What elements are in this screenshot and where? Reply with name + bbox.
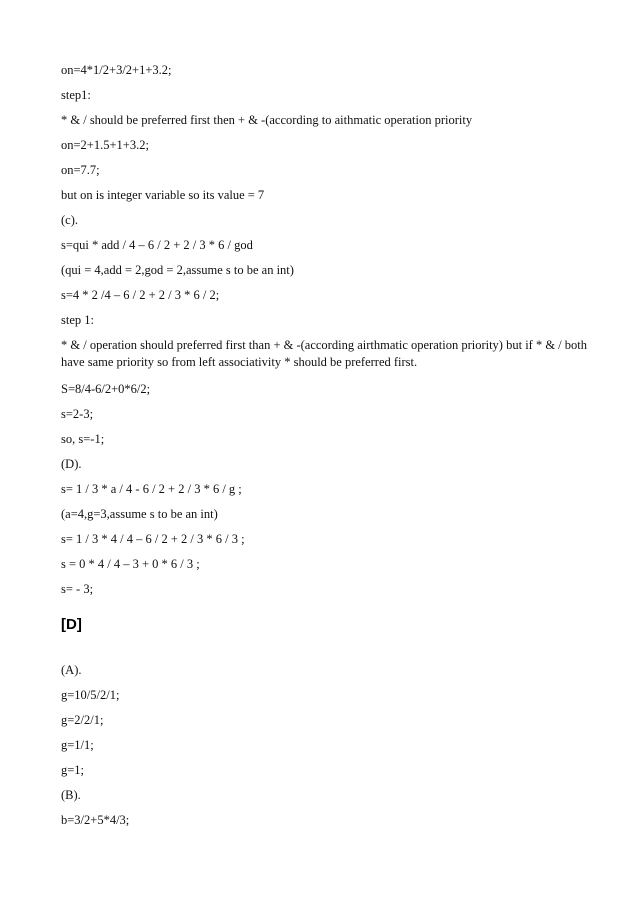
text-line: (A). bbox=[61, 663, 82, 677]
text-line: g=2/2/1; bbox=[61, 713, 104, 727]
text-line: s= 1 / 3 * 4 / 4 – 6 / 2 + 2 / 3 * 6 / 3 ; bbox=[61, 532, 245, 546]
text-line: s= 1 / 3 * a / 4 - 6 / 2 + 2 / 3 * 6 / g ; bbox=[61, 482, 242, 496]
text-line: step 1: bbox=[61, 313, 94, 327]
text-line: s = 0 * 4 / 4 – 3 + 0 * 6 / 3 ; bbox=[61, 557, 200, 571]
section-heading: [D] bbox=[61, 616, 82, 633]
text-line: step1: bbox=[61, 88, 91, 102]
text-line: * & / should be preferred first then + & -(according to aithmatic operation priority bbox=[61, 113, 473, 127]
text-line: on=2+1.5+1+3.2; bbox=[61, 138, 149, 152]
text-line: (D). bbox=[61, 457, 82, 471]
text-line: g=1/1; bbox=[61, 738, 94, 752]
text-line: but on is integer variable so its value = 7 bbox=[61, 188, 265, 202]
text-line: g=1; bbox=[61, 763, 85, 777]
text-line: S=8/4-6/2+0*6/2; bbox=[61, 382, 151, 396]
text-line: (B). bbox=[61, 788, 81, 802]
text-line: so, s=-1; bbox=[61, 432, 105, 446]
text-line: s= - 3; bbox=[61, 582, 94, 596]
text-line: (qui = 4,add = 2,god = 2,assume s to be an int) bbox=[61, 263, 294, 277]
text-line: s=qui * add / 4 – 6 / 2 + 2 / 3 * 6 / god bbox=[61, 238, 253, 252]
text-line: on=7.7; bbox=[61, 163, 100, 177]
text-line: b=3/2+5*4/3; bbox=[61, 813, 130, 827]
text-line: on=4*1/2+3/2+1+3.2; bbox=[61, 63, 172, 77]
text-line: (c). bbox=[61, 213, 78, 227]
text-line: s=2-3; bbox=[61, 407, 94, 421]
text-line: (a=4,g=3,assume s to be an int) bbox=[61, 507, 218, 521]
text-line: g=10/5/2/1; bbox=[61, 688, 120, 702]
text-paragraph: * & / operation should preferred first than + & -(according airthmatic operation priority) but if * & / both have same priority so from left associativity * should be preferred first. bbox=[61, 338, 588, 369]
text-line: s=4 * 2 /4 – 6 / 2 + 2 / 3 * 6 / 2; bbox=[61, 288, 220, 302]
